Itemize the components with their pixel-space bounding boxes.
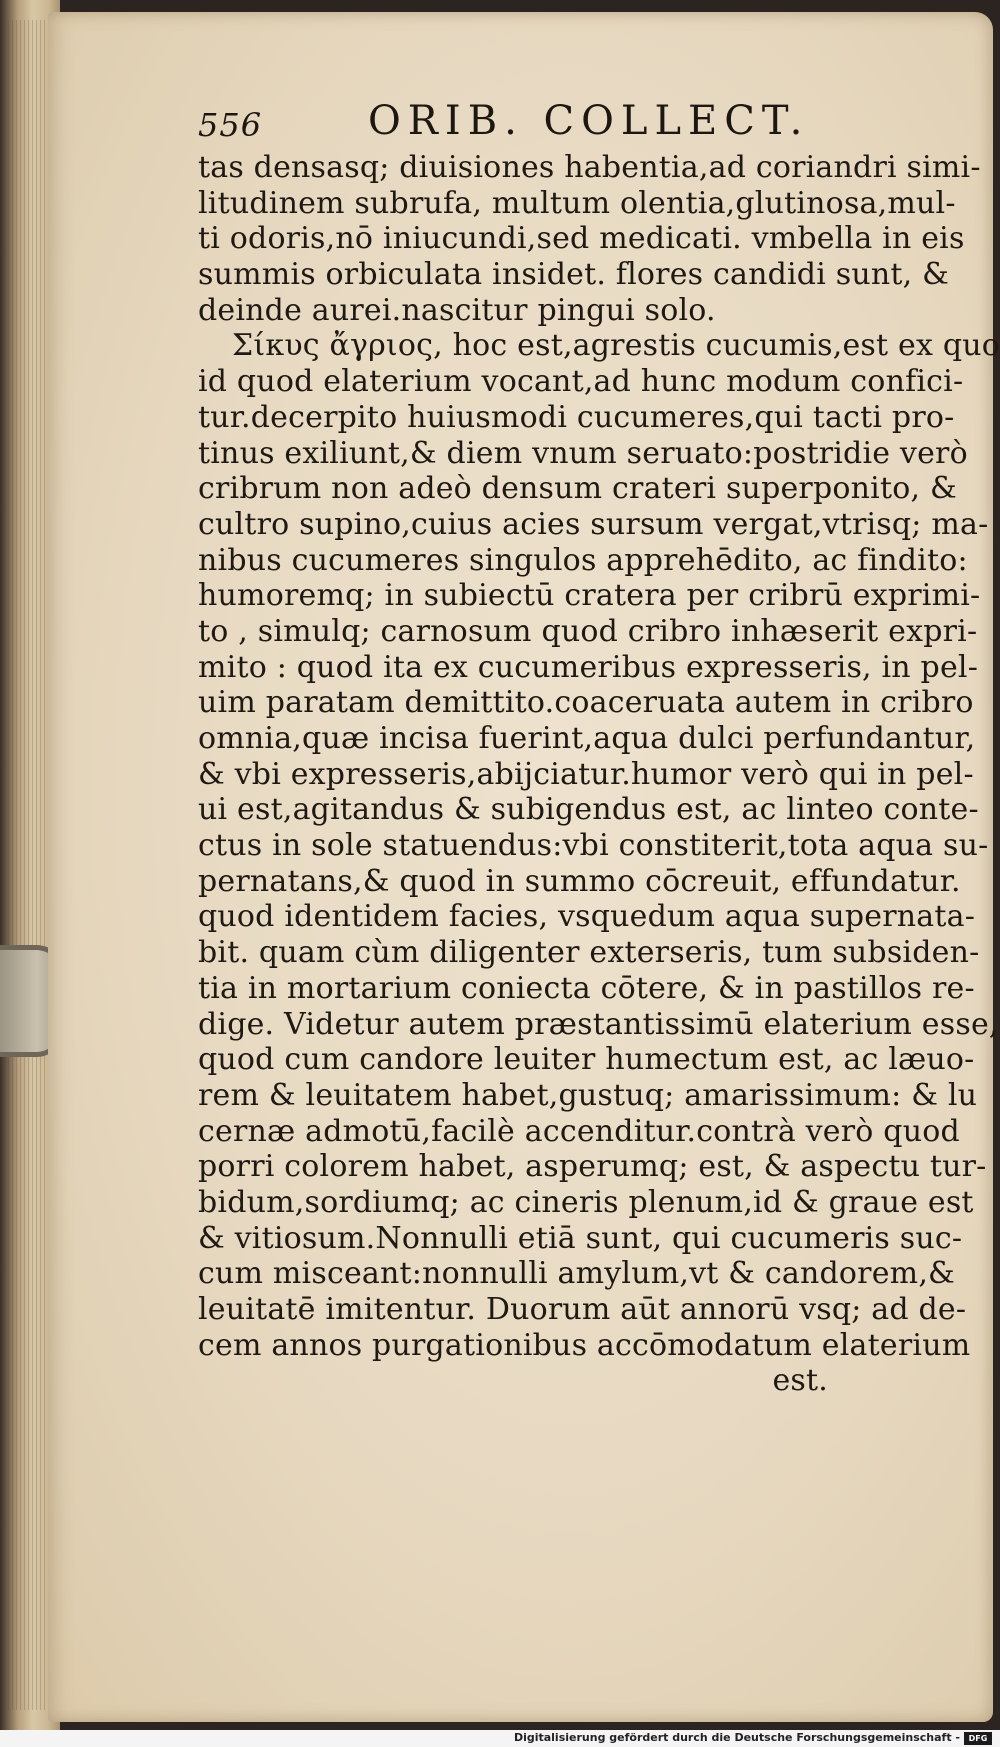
text-line: mito : quod ita ex cucumeribus expresseris, in pel- [198,649,979,685]
text-line: id quod elaterium vocant,ad hunc modum confici- [198,364,964,400]
text-line: to , simulq; carnosum quod cribro inhæserit expri- [198,613,978,649]
text-line: ti odoris,nō iniucundi,sed medicati. vmbella in eis [198,221,965,257]
text-line: tia in mortarium coniecta cōtere, & in pastillos re- [198,970,975,1006]
text-line: cultro supino,cuius acies sursum vergat,vtrisq; ma- [198,506,989,542]
text-line: bidum,sordiumq; ac cineris plenum,id & graue est [198,1184,974,1220]
text-line: ctus in sole statuendus:vbi constiterit,tota aqua su- [198,828,989,864]
text-line: tinus exiliunt,& diem vnum seruato:postridie verò [198,435,968,471]
text-line: humoremq; in subiectū cratera per cribrū exprimi- [198,578,981,614]
text-line: summis orbiculata insidet. flores candidi sunt, & [198,257,950,293]
text-line: dige. Videtur autem præstantissimū elaterium esse, [198,1006,999,1042]
text-line: leuitatē imitentur. Duorum aūt annorū vsq; ad de- [198,1292,967,1327]
text-line: pernatans,& quod in summo cōcreuit, effundatur. [198,863,961,899]
page-header [198,98,838,150]
text-line: deinde aurei.nascitur pingui solo. [198,292,716,328]
text-line: litudinem subrufa, multum olentia,glutinosa,mul- [198,185,956,221]
text-line: cem annos purgationibus accōmodatum elaterium [198,1327,971,1363]
text-line: & vitiosum.Nonnulli etiā sunt, qui cucumeris suc- [198,1220,963,1256]
text-line: cribrum non adeò densum crateri superponito, & [198,471,957,507]
text-line: bit. quam cùm diligenter exterseris, tum subsiden- [198,935,980,971]
text-line-final: est. [772,1363,828,1399]
running-head: ORIB. COLLECT. [368,98,810,144]
text-line: cum misceant:nonnulli amylum,vt & candorem,& [198,1256,955,1292]
footer-bar [0,1730,1000,1747]
text-line: omnia,quæ incisa fuerint,aqua dulci perfundantur, [198,721,976,756]
text-line: uim paratam demittito.coaceruata autem in cribro [198,685,974,721]
text-line: quod cum candore leuiter humectum est, ac læuo- [198,1042,975,1078]
text-line: porri colorem habet, asperumq; est, & aspectu tur- [198,1149,987,1185]
page-edges [8,20,53,1710]
text-line: & vbi expresseris,abijciatur.humor verò qui in pel- [198,756,974,792]
page-number: 556 [198,106,263,144]
text-line: rem & leuitatem habet,gustuq; amarissimum: & lu [198,1077,978,1113]
text-line: nibus cucumeres singulos apprehēdito, ac findito: [198,542,968,578]
funding-credit: Digitalisierung gefördert durch die Deutsche Forschungsgemeinschaft - [513,1731,960,1744]
dfg-logo-icon: DFG [964,1732,992,1745]
text-line: tur.decerpito huiusmodi cucumeres,qui tacti pro- [198,399,955,435]
text-line: Σίκυς ἄγριος, hoc est,agrestis cucumis,est ex quo [232,328,1000,364]
text-line: tas densasq; diuisiones habentia,ad coriandri simi- [198,150,981,185]
text-line: ui est,agitandus & subigendus est, ac linteo conte- [198,792,979,828]
text-line: quod identidem facies, vsquedum aqua supernata- [198,899,976,935]
body-text [198,150,1000,1399]
text-line: cernæ admotū,facilè accenditur.contrà verò quod [198,1113,960,1149]
